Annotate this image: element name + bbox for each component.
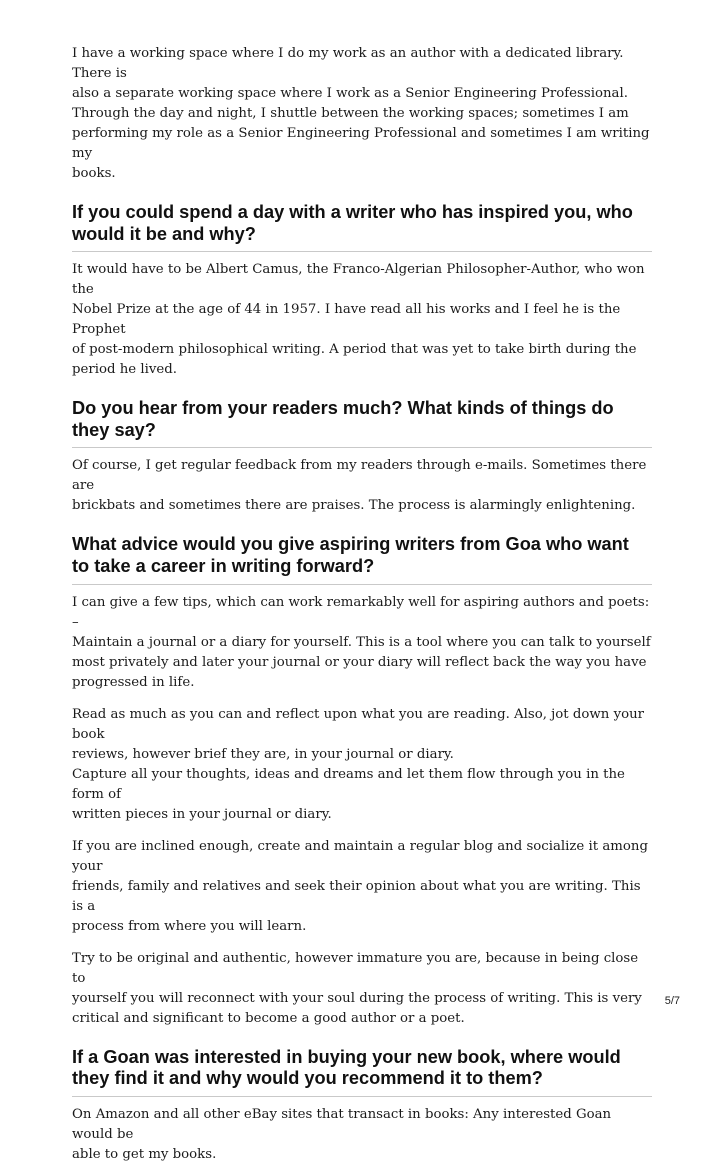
paragraph-journal-tip: I can give a few tips, which can work remarkably well for aspiring authors and poets: – Maintain a journal or a diary for yourself. This is a tool where you can talk to yourself most privately and later your journal or your diary will reflect back the way you have progressed in life. bbox=[72, 594, 651, 690]
heading-readers-feedback: Do you hear from your readers much? What kinds of things do they say? bbox=[72, 398, 652, 448]
paragraph-working-space: I have a working space where I do my work as an author with a dedicated library. There is also a separate working space where I work as a Senior Engineering Professional. Through the day and night, I shuttle between the working spaces; sometimes I am performing my role as a Senior Engineering Professional and sometimes I am writing my books. bbox=[72, 46, 650, 181]
heading-inspiring-writer: If you could spend a day with a writer who has inspired you, who would it be and why? bbox=[72, 202, 652, 252]
paragraph-authenticity-tip: Try to be original and authentic, however immature you are, because in being close to yourself you will reconnect with your soul during the process of writing. This is very critical and significant to become a good author or a poet. bbox=[72, 950, 642, 1026]
heading-advice-aspiring-writers: What advice would you give aspiring writers from Goa who want to take a career in writing forward? bbox=[72, 534, 652, 584]
paragraph-amazon-ebay: On Amazon and all other eBay sites that transact in books: Any interested Goan would be able to get my books. bbox=[72, 1106, 612, 1162]
paragraph-reader-emails: Of course, I get regular feedback from my readers through e-mails. Sometimes there are brickbats and sometimes there are praises. The process is alarmingly enlightening. bbox=[72, 458, 647, 514]
document-page bbox=[72, 44, 652, 1165]
paragraph-albert-camus: It would have to be Albert Camus, the Franco-Algerian Philosopher-Author, who won the Nobel Prize at the age of 44 in 1957. I have read all his works and I feel he is the Prophet of post-modern philosophical writing. A period that was yet to take birth during the period he lived. bbox=[72, 262, 645, 378]
paragraph-reading-tip: Read as much as you can and reflect upon what you are reading. Also, jot down your book reviews, however brief they are, in your journal or diary. Capture all your thoughts, ideas and dreams and let them flow through you in the form of written pieces in your journal or diary. bbox=[72, 706, 645, 822]
heading-buying-book: If a Goan was interested in buying your new book, where would they find it and why would you recommend it to them? bbox=[72, 1047, 652, 1097]
paragraph-blog-tip: If you are inclined enough, create and maintain a regular blog and socialize it among your friends, family and relatives and seek their opinion about what you are writing. This is a process from where you will learn. bbox=[72, 838, 648, 934]
page-number: 5/7 bbox=[664, 995, 680, 1007]
